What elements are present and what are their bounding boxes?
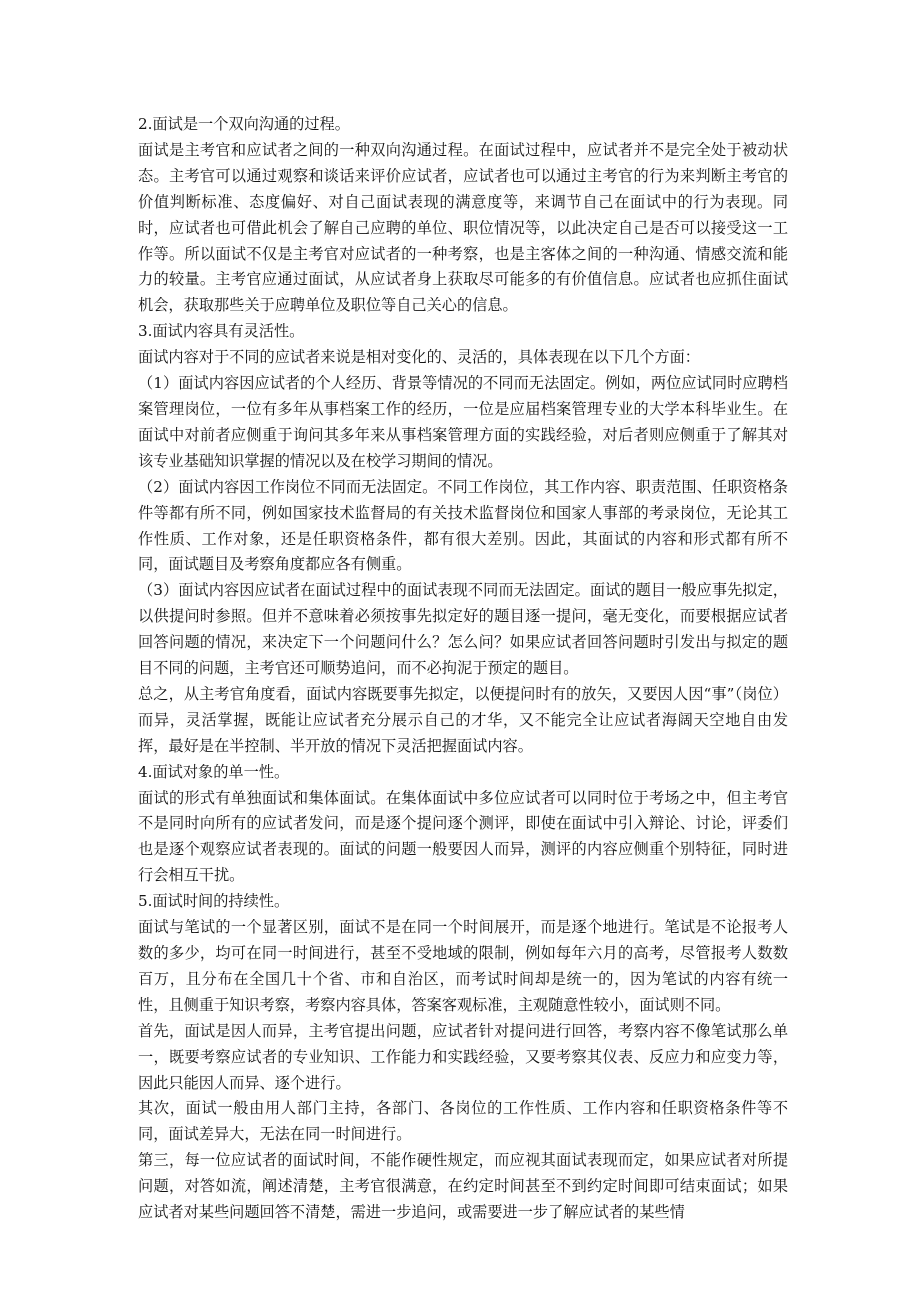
section-heading-2: 2.面试是一个双向沟通的过程。 [138,115,350,133]
paragraph: 总之，从主考官角度看，面试内容既要事先拟定，以便提问时有的放矢，又要因人因“事”（岗位）而异，灵活掌握，既能让应试者充分展示自己的才华，又不能完全让应试者海阔天空地自由发挥，最好是在半控制、半开放的情况下灵活把握面试内容。 [138,684,788,755]
paragraph: 其次，面试一般由用人部门主持，各部门、各岗位的工作性质、工作内容和任职资格条件等不同，面试差异大，无法在同一时间进行。 [138,1099,788,1144]
document-body [138,112,788,1226]
paragraph: 面试是主考官和应试者之间的一种双向沟通过程。在面试过程中，应试者并不是完全处于被动状态。主考官可以通过观察和谈话来评价应试者，应试者也可以通过主考官的行为来判断主考官的价值判断标准、态度偏好、对自己面试表现的满意度等，来调节自己在面试中的行为表现。同时，应试者也可借此机会了解自己应聘的单位、职位情况等，以此决定自己是否可以接受这一工作等。所以面试不仅是主考官对应试者的一种考察，也是主客体之间的一种沟通、情感交流和能力的较量。主考官应通过面试，从应试者身上获取尽可能多的有价值信息。应试者也应抓住面试机会，获取那些关于应聘单位及职位等自己关心的信息。 [138,140,788,315]
list-item: （2）面试内容因工作岗位不同而无法固定。不同工作岗位，其工作内容、职责范围、任职资格条件等都有所不同，例如国家技术监督局的有关技术监督岗位和国家人事部的考录岗位，无论其工作性质、工作对象，还是任职资格条件，都有很大差别。因此，其面试的内容和形式都有所不同，面试题目及考察角度都应各有侧重。 [138,477,788,574]
paragraph: 首先，面试是因人而异，主考官提出问题，应试者针对提问进行回答，考察内容不像笔试那么单一，既要考察应试者的专业知识、工作能力和实践经验，又要考察其仪表、反应力和应变力等，因此只能因人而异、逐个进行。 [138,1021,788,1092]
list-item: （3）面试内容因应试者在面试过程中的面试表现不同而无法固定。面试的题目一般应事先拟定，以供提问时参照。但并不意味着必须按事先拟定好的题目逐一提问，毫无变化，而要根据应试者回答问题的情况，来决定下一个问题问什么？怎么问？如果应试者回答问题时引发出与拟定的题目不同的问题，主考官还可顺势追问，而不必拘泥于预定的题目。 [138,581,788,678]
section-heading-3: 3.面试内容具有灵活性。 [138,322,305,341]
paragraph: 面试的形式有单独面试和集体面试。在集体面试中多位应试者可以同时位于考场之中，但主考官不是同时向所有的应试者发问，而是逐个提问逐个测评，即使在面试中引入辩论、讨论，评委们也是逐个观察应试者表现的。面试的问题一般要因人而异，测评的内容应侧重个别特征，同时进行会相互干扰。 [138,788,788,885]
section-heading-4: 4.面试对象的单一性。 [138,762,290,781]
paragraph: 面试与笔试的一个显著区别，面试不是在同一个时间展开，而是逐个地进行。笔试是不论报考人数的多少，均可在同一时间进行，甚至不受地域的限制，例如每年六月的高考，尽管报考人数数百万，且分布在全国几十个省、市和自治区，而考试时间却是统一的，因为笔试的内容有统一性，且侧重于知识考察，考察内容具体，答案客观标准，主观随意性较小，面试则不同。 [138,918,788,1014]
paragraph: 面试内容对于不同的应试者来说是相对变化的、灵活的，具体表现在以下几个方面： [138,348,700,367]
section-heading-5: 5.面试时间的持续性。 [138,892,290,911]
list-item: （1）面试内容因应试者的个人经历、背景等情况的不同而无法固定。例如，两位应试同时应聘档案管理岗位，一位有多年从事档案工作的经历，一位是应届档案管理专业的大学本科毕业生。在面试中对前者应侧重于询问其多年来从事档案管理方面的实践经验，对后者则应侧重于了解其对该专业基础知识掌握的情况以及在校学习期间的情况。 [138,374,788,470]
paragraph: 第三，每一位应试者的面试时间，不能作硬性规定，而应视其面试表现而定，如果应试者对所提问题，对答如流，阐述清楚，主考官很满意，在约定时间甚至不到约定时间即可结束面试；如果应试者对某些问题回答不清楚，需进一步追问，或需要进一步了解应试者的某些情 [138,1151,788,1222]
